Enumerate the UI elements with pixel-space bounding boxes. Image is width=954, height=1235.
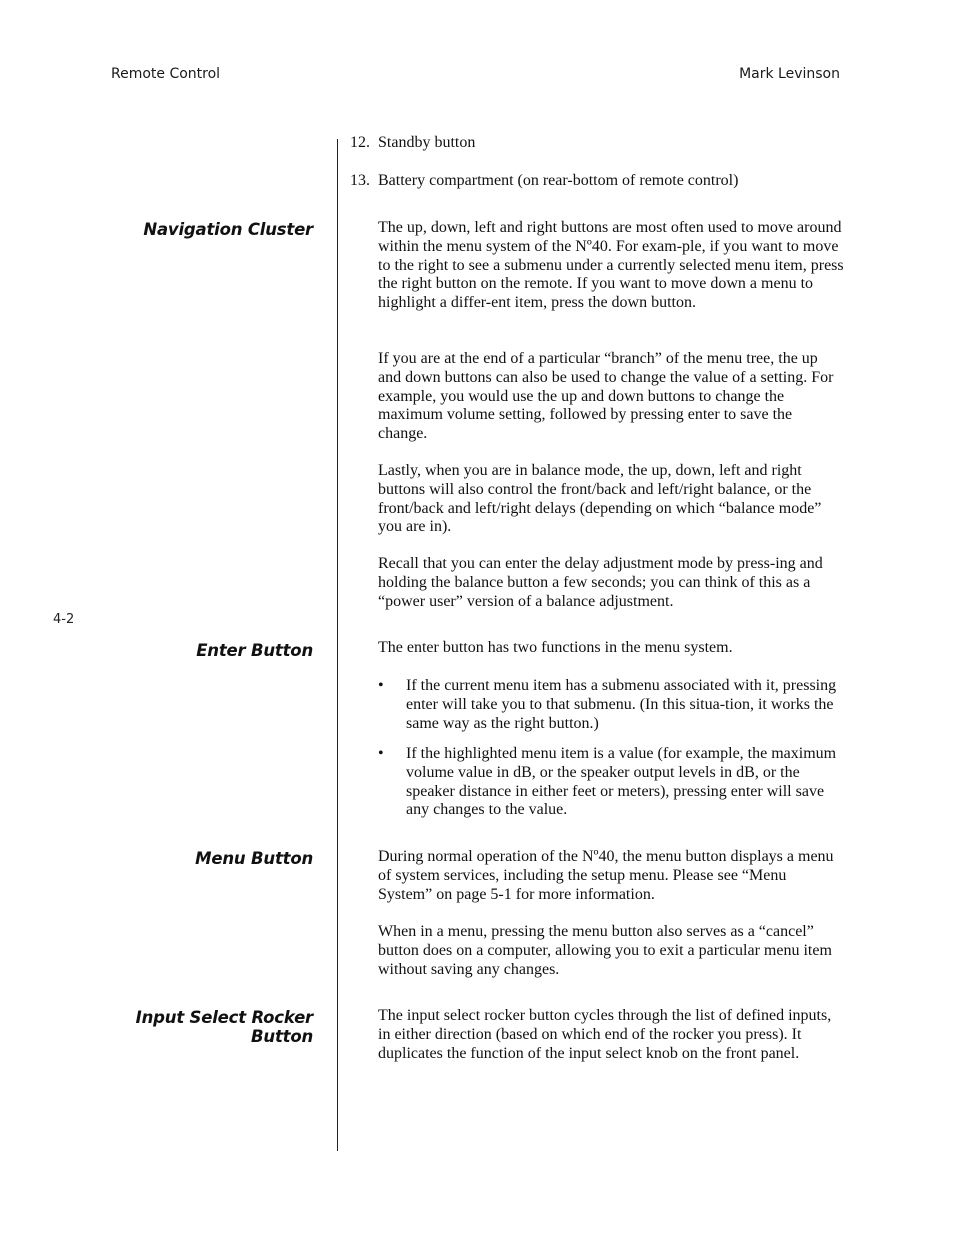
page-number: 4-2 [53, 612, 75, 627]
heading-menu-button: Menu Button [195, 849, 313, 868]
bullet-text: If the current menu item has a submenu associated with it, pressing enter will take you to that submenu. (In this situa-tion, it works the same way as the right button.) [406, 677, 837, 732]
item-number: 12. [350, 134, 370, 151]
enter-bullet-1 [378, 677, 844, 733]
heading-input-select-rocker-button [93, 1008, 313, 1046]
heading-enter-button: Enter Button [196, 641, 313, 660]
bullet-text: If the highlighted menu item is a value (for example, the maximum volume value in dB, or the speaker output levels in dB, or the speaker distance in either feet or meters), pressing enter will save any changes to the value. [406, 745, 837, 819]
heading-line-2: Button [251, 1027, 313, 1046]
menu-paragraph-2: When in a menu, pressing the menu button also serves as a “cancel” button does on a computer, allowing you to exit a particular menu item without saving any changes. [378, 923, 832, 978]
bullet-symbol: • [378, 745, 384, 762]
heading-line-1: Input Select Rocker [135, 1008, 313, 1027]
input-select-paragraph: The input select rocker button cycles through the list of defined inputs, in either direction (based on which end of the rocker you press). It duplicates the function of the input select knob on the front panel. [378, 1007, 832, 1062]
enter-bullet-2 [378, 745, 844, 820]
item-text: Standby button [378, 134, 476, 151]
navigation-paragraph-4: Recall that you can enter the delay adjustment mode by press-ing and holding the balance button a few seconds; you can think of this as a “power user” version of a balance adjustment. [378, 555, 823, 610]
item-text: Battery compartment (on rear-bottom of remote control) [378, 172, 739, 189]
navigation-paragraph-3: Lastly, when you are in balance mode, the up, down, left and right buttons will also control the front/back and left/right balance, or the front/back and left/right delays (depending on which “balance mode” you are in). [378, 462, 822, 536]
numbered-item-13 [350, 172, 738, 191]
bullet-symbol: • [378, 677, 384, 694]
navigation-paragraph-1: The up, down, left and right buttons are most often used to move around within the menu system of the Nº40. For exam-ple, if you want to move to the right to see a submenu under a currently selected menu item, press the right button on the remote. If you want to move down a menu to highlight a differ-ent item, press the down button. [378, 219, 844, 312]
enter-intro: The enter button has two functions in the menu system. [378, 639, 733, 656]
menu-paragraph-1: During normal operation of the Nº40, the menu button displays a menu of system services, including the setup menu. Please see “Menu System” on page 5-1 for more information. [378, 848, 834, 903]
numbered-item-12 [350, 134, 475, 153]
running-header-left: Remote Control [111, 66, 221, 82]
heading-navigation-cluster: Navigation Cluster [143, 220, 313, 239]
navigation-paragraph-2: If you are at the end of a particular “branch” of the menu tree, the up and down buttons can also be used to change the value of a setting. For example, you would use the up and down buttons to change the maximum volume setting, followed by pressing enter to save the change. [378, 350, 834, 443]
item-number: 13. [350, 172, 370, 189]
column-divider [337, 139, 338, 1151]
running-header-right: Mark Levinson [739, 66, 840, 82]
